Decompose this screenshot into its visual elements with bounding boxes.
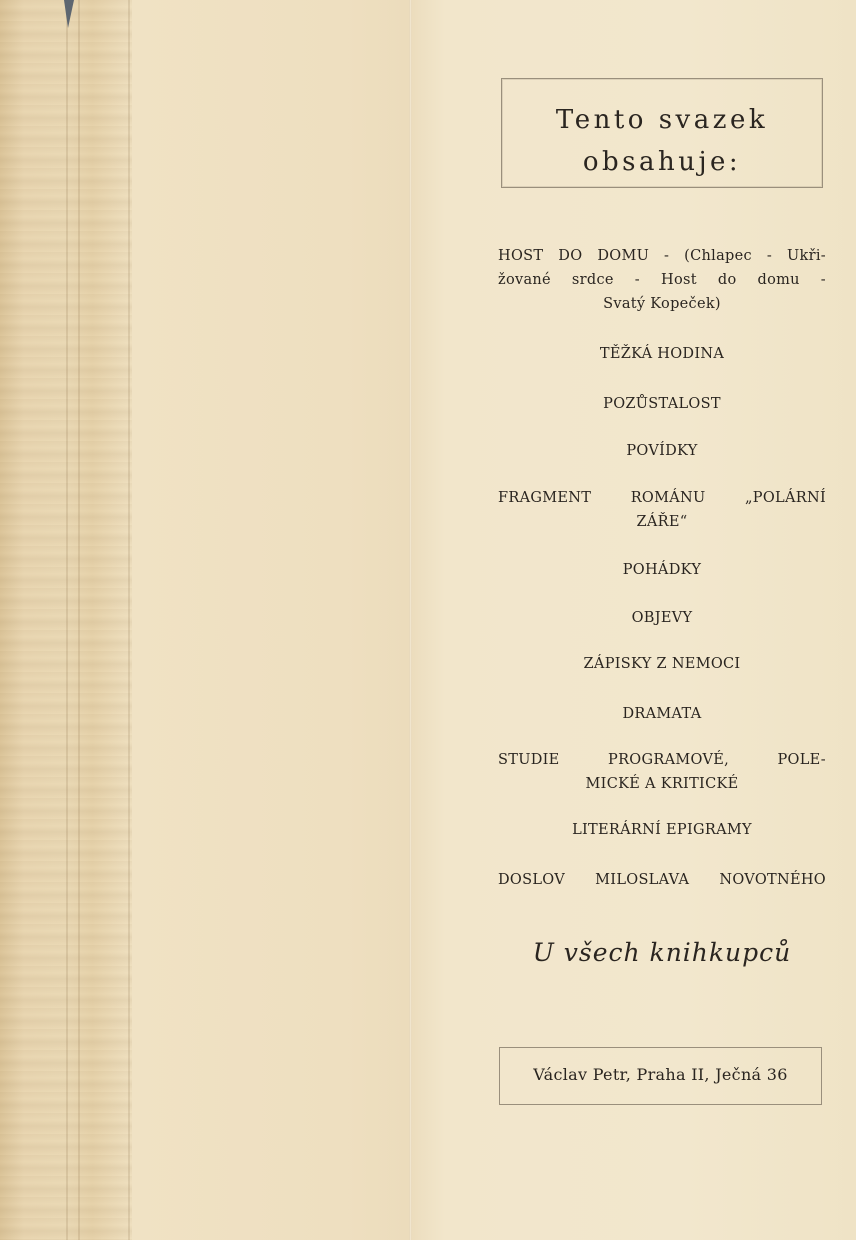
spine-crease [128,0,130,1240]
availability-note: U všech knihkupců [532,938,792,967]
contents-line: DRAMATA [622,706,702,722]
flap-page [498,76,826,1116]
contents-item [498,606,826,630]
publisher-address: Václav Petr, Praha II, Ječná 36 [533,1065,788,1084]
contents-item [498,868,826,892]
contents-item [498,558,826,582]
contents-line: TĚŽKÁ HODINA [599,346,725,362]
contents-line: Svatý Kopeček) [603,296,721,312]
contents-item [498,244,826,316]
contents-line: FRAGMENT ROMÁNU „POLÁRNÍ [498,490,826,506]
flap-fold [409,0,412,1240]
contents-item [498,486,826,534]
contents-line: DOSLOV MILOSLAVA NOVOTNÉHO [498,872,826,888]
contents-line: POHÁDKY [622,562,702,578]
heading-line-1: Tento svazek [555,105,769,135]
contents-item [498,818,826,842]
contents-line: MICKÉ A KRITICKÉ [585,776,739,792]
publisher-box [499,1047,822,1105]
contents-item [498,439,826,463]
contents-line: POVÍDKY [626,443,698,459]
spine-crease [66,0,68,1240]
contents-item [498,702,826,726]
contents-line: HOST DO DOMU - (Chlapec - Ukři- [498,248,826,264]
contents-item [498,392,826,416]
contents-line: ZÁPISKY Z NEMOCI [583,656,741,672]
heading-box [501,78,823,188]
contents-item [498,652,826,676]
contents-line: OBJEVY [631,610,693,626]
contents-line: ZÁŘE“ [636,514,688,530]
contents-line: POZŮSTALOST [603,396,721,412]
contents-line: LITERÁRNÍ EPIGRAMY [572,822,752,838]
spine-crease [78,0,80,1240]
heading-line-2: obsahuje: [582,147,742,177]
contents-line: žované srdce - Host do domu - [498,272,826,288]
contents-item [498,748,826,796]
contents-line: STUDIE PROGRAMOVÉ, POLE- [498,752,826,768]
contents-item [498,342,826,366]
